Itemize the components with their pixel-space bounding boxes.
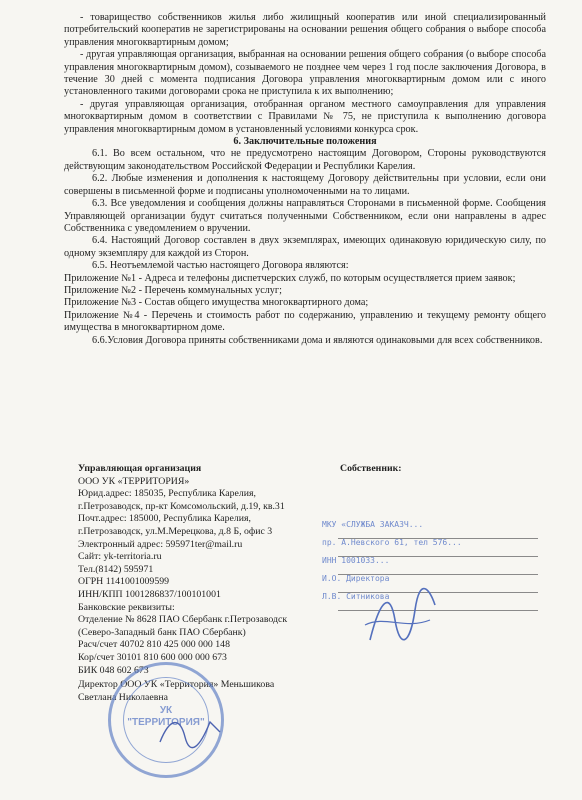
company-line: г.Петрозаводск, пр-кт Комсомольский, д.19, кв.31 — [78, 500, 285, 512]
appendix-1: Приложение №1 - Адреса и телефоны диспетчерских служб, по которым осуществляется прием заявок; — [64, 272, 516, 284]
stamp-center-line: "ТЕРРИТОРИЯ" — [127, 717, 205, 728]
company-line: ООО УК «ТЕРРИТОРИЯ» — [78, 475, 190, 487]
appendix-2: Приложение №2 - Перечень коммунальных услуг; — [64, 284, 282, 296]
stamp-line: МКУ «СЛУЖБА ЗАКАЗЧ... — [322, 520, 424, 529]
clause-6-5: 6.5. Неотъемлемой частью настоящего Договора являются: — [92, 260, 349, 272]
company-line: Расч/счет 40702 810 425 000 000 148 — [78, 639, 230, 651]
contract-body — [64, 12, 546, 347]
director-name: Светлана Николаевна — [78, 691, 168, 703]
clause-6-6: 6.6.Условия Договора приняты собственниками дома и являются одинаковыми для всех собственников. — [92, 334, 543, 346]
appendix-3: Приложение №3 - Состав общего имущества многоквартирного дома; — [64, 297, 369, 309]
company-line: ОГРН 1141001009599 — [78, 576, 170, 588]
clause-6-2: 6.2. Любые изменения и дополнения к настоящему Договору действительны при условии, если они совершены в письменной форме и подписаны уполномоченными на то лицами. — [64, 173, 546, 197]
company-line: ИНН/КПП 1001286837/100101001 — [78, 588, 221, 600]
stamp-center-line: УК — [159, 705, 173, 716]
stamp-line: пр. А.Невского 61, тел 576... — [322, 538, 462, 547]
clause-6-1: 6.1. Во всем остальном, что не предусмотрено настоящим Договором, Стороны руководствуются действующим законодательством Российской Федерации и Республики Карелия. — [64, 148, 546, 172]
clause-6-4: 6.4. Настоящий Договор составлен в двух экземплярах, имеющих одинаковую юридическую силу, по одному экземпляру для каждой из Сторон. — [64, 235, 546, 259]
owner-signature-scribble — [360, 580, 440, 650]
paragraph-hoa: - товарищество собственников жилья либо жилищный кооператив или иной специализированный потребительский кооператив не зарегистрированы на основании решения общего собрания о выборе способа управления многоквартирным домом; — [64, 12, 546, 48]
stamp-line: ИНН 1001033... — [322, 556, 390, 565]
company-line: Кор/счет 30101 810 600 000 000 673 — [78, 651, 227, 663]
company-line: Электронный адрес: 595971ter@mail.ru — [78, 538, 243, 550]
stamp-line: Л.В. Ситникова — [322, 592, 390, 601]
clause-6-3: 6.3. Все уведомления и сообщения должны направляться Сторонами в письменной форме. Сообщения Управляющей организации будут считаться полученными Собственником, если они направлены в адрес Собственника с уведомлением о вручении. — [64, 198, 546, 234]
paragraph-local-government: - другая управляющая организация, отобранная органом местного самоуправления для управления многоквартирным домом в соответствии с Правилами № 75, не приступила к выполнению договора управления многоквартирным домом в установленный условиями конкурса срок. — [64, 98, 546, 135]
company-line: БИК 048 602 673 — [78, 664, 149, 676]
company-line: Почт.адрес: 185000, Республика Карелия, — [78, 513, 251, 525]
company-details — [78, 463, 338, 677]
director-title: Директор ООО УК «Территория» Меньшикова — [78, 679, 275, 690]
company-line: (Северо-Западный банк ПАО Сбербанк) — [78, 626, 246, 638]
company-line: Сайт: yk-territoria.ru — [78, 551, 162, 563]
company-line: Юрид.адрес: 185035, Республика Карелия, — [78, 488, 256, 500]
company-line: Банковские реквизиты: — [78, 601, 175, 613]
company-line: Отделение № 8628 ПАО Сбербанк г.Петрозаводск — [78, 614, 288, 626]
director-signature-scribble — [155, 712, 225, 752]
company-line: г.Петрозаводск, ул.М.Мерецкова, д.8 Б, офис 3 — [78, 525, 273, 537]
paragraph-other-company: - другая управляющая организация, выбранная на основании решения общего собрания (о выборе способа управления многоквартирным домом), созываемого не позднее чем через 1 год после заключения Договора, в течение 30 дней с момента подписания Договора управления многоквартирным домом или с иного установленного такими договорами срока не приступила к их выполнению; — [64, 49, 546, 98]
company-heading: Управляющая организация — [78, 463, 202, 474]
owner-details — [340, 463, 540, 476]
stamp-line: И.О. Директора — [322, 574, 390, 583]
appendix-4: Приложение №4 - Перечень и стоимость работ по содержанию, управлению и текущему ремонту общего имущества в многоквартирном доме. — [64, 309, 546, 334]
company-line: Тел.(8142) 595971 — [78, 563, 154, 575]
section-title: 6. Заключительные положения — [233, 136, 377, 148]
owner-heading: Собственник: — [340, 463, 402, 474]
